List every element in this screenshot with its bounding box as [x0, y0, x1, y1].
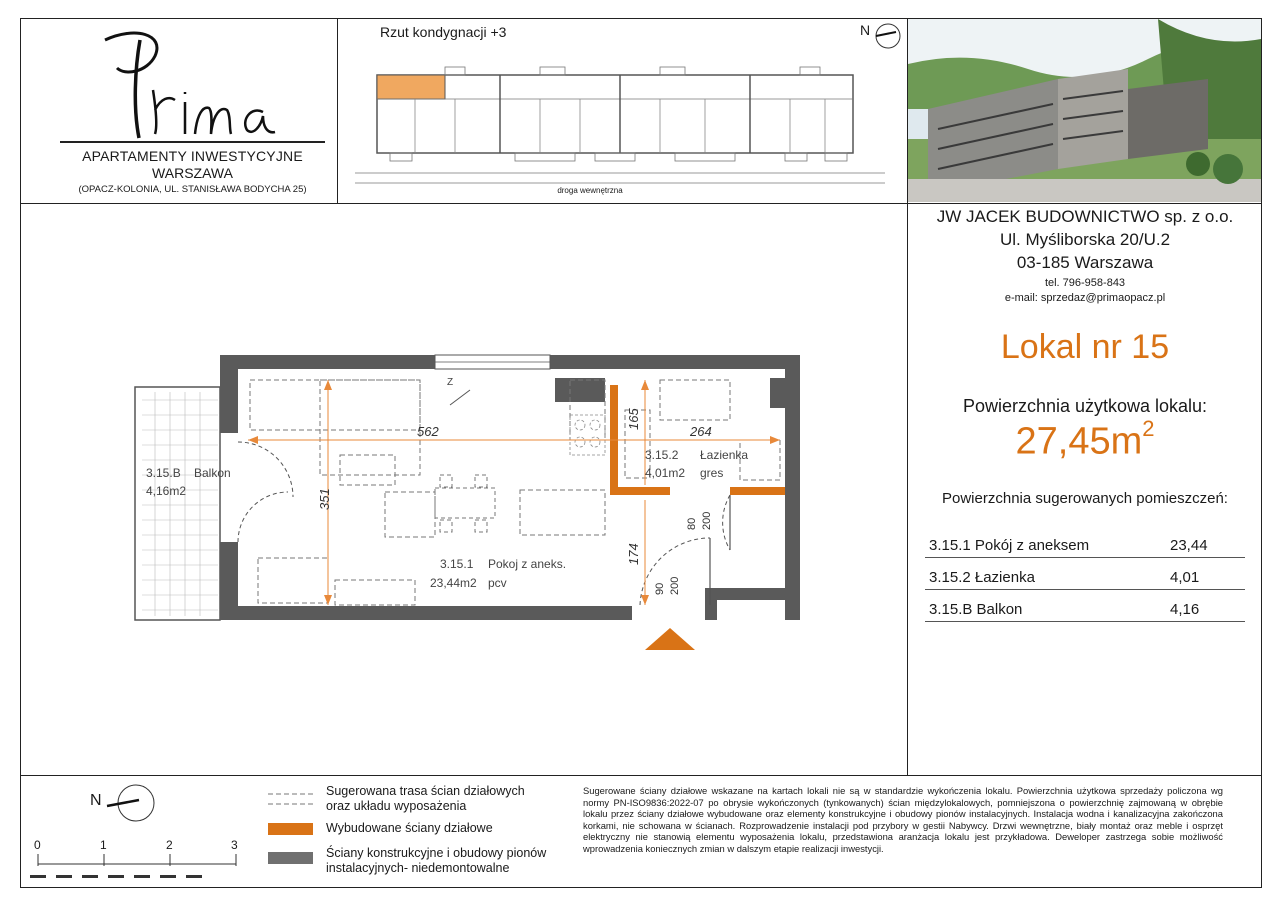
key-plan-drawing	[355, 55, 885, 190]
room-name: 3.15.B Balkon	[929, 601, 1023, 618]
room2-floor: gres	[700, 466, 724, 480]
header-divider	[20, 203, 1262, 204]
room-area: 4,16	[1170, 601, 1200, 618]
legend-orange-swatch	[268, 823, 313, 835]
room2-code: 3.15.2	[645, 448, 679, 462]
company-email: e-mail: sprzedaz@primaopacz.pl	[1004, 292, 1166, 304]
room2-area: 4,01m2	[645, 466, 686, 480]
north-arrow-icon	[872, 22, 902, 50]
room-row	[925, 566, 1245, 590]
disclaimer-note: Sugerowane ściany działowe wskazane na kartach lokali nie są w standardzie wykończenia lokalu. Powierzchnia użytkowa sprzedaży policzona wg normy PN-ISO9836:2022-07 po obrysie wykończonych (tynkowanych) ścian międzylokalowych, pomniejszona o powierzchnię zajmowaną w obrębie lokalu przez ściany działowe wybudowane oraz elementy konstrukcyjne i obudowy pionów instalacyjnych. Instalacja wodna i kanalizacyjna zakończona korkami, nie schowana w ścianach. Rozprowadzenie instalacji pod przybory w gestii Nabywcy. Drzwi wewnętrzne, biały montaż oraz meble i osprzęt elektryczny nie stanowią elementu wyposażenia lokalu, przedstawiona aranżacja lokalu jest przykładowa. Deweloper zastrzega sobie możliwość wprowadzenia koniecznych zmian w dalszym etapie realizacji inwestycji.	[583, 785, 1223, 854]
door-entry-width: 90	[654, 582, 666, 595]
road-label: droga wewnętrzna	[557, 186, 623, 195]
room-area: 4,01	[1170, 569, 1200, 586]
building-render-image	[908, 19, 1261, 202]
legend-item-suggested	[326, 784, 525, 814]
door-entry-height: 200	[669, 576, 681, 595]
brand-line-1: APARTAMENTY INWESTYCYJNE	[82, 148, 303, 164]
stair-mark: Z	[447, 377, 454, 388]
balcony-code: 3.15.B	[146, 466, 181, 480]
dim-width: 562	[417, 424, 439, 439]
rooms-title: Powierzchnia sugerowanych pomieszczeń:	[942, 490, 1228, 507]
legend-gray-swatch	[268, 852, 313, 864]
room-area: 23,44	[1170, 537, 1208, 554]
unit-title: Lokal nr 15	[1000, 328, 1170, 366]
footer-divider	[20, 775, 1262, 776]
scale-label: 3	[231, 838, 238, 852]
balcony-name: Balkon	[194, 466, 231, 480]
company-city: 03-185 Warszawa	[1016, 253, 1154, 272]
scale-label: 0	[34, 838, 41, 852]
room-row	[925, 534, 1245, 558]
scale-label: 2	[166, 838, 173, 852]
usable-area-label: Powierzchnia użytkowa lokalu:	[962, 396, 1208, 416]
room-name: 3.15.1 Pokój z aneksem	[929, 537, 1090, 554]
room1-floor: pcv	[488, 576, 507, 590]
company-street: Ul. Myśliborska 20/U.2	[999, 230, 1171, 249]
door-bath-height: 200	[701, 511, 713, 530]
brand-address: (OPACZ-KOLONIA, UL. STANISŁAWA BODYCHA 25)	[78, 184, 307, 195]
company-phone: tel. 796-958-843	[1044, 277, 1126, 289]
legend-dashed-swatch	[268, 790, 313, 808]
room1-area: 23,44m2	[430, 576, 477, 590]
legend-text: Ściany konstrukcyjne i obudowy pionów	[326, 846, 547, 860]
legend-north-arrow-icon	[103, 782, 158, 824]
usable-area-value: $27,45m^2$	[1015, 416, 1155, 463]
dim-174: 174	[626, 543, 641, 565]
dim-165: 165	[626, 408, 641, 430]
room-name: 3.15.2 Łazienka	[929, 569, 1035, 586]
legend-text: Sugerowana trasa ścian działowych	[326, 784, 525, 798]
room-row	[925, 598, 1245, 622]
legend-item-built	[326, 821, 493, 836]
dim-bath-width: 264	[690, 424, 712, 439]
legend-item-structural	[326, 846, 546, 876]
floor-title: Rzut kondygnacji +3	[380, 24, 507, 40]
floor-plan-drawing	[130, 350, 820, 650]
scale-label: 1	[100, 838, 107, 852]
company-name: JW JACEK BUDOWNICTWO sp. z o.o.	[936, 207, 1234, 226]
room1-code: 3.15.1	[440, 557, 474, 571]
brand-line-2: WARSZAWA	[152, 165, 233, 181]
north-label-top: N	[860, 22, 871, 38]
balcony-area: 4,16m2	[146, 484, 187, 498]
room2-name: Łazienka	[700, 448, 749, 462]
legend-north-label: N	[90, 792, 102, 809]
room1-name: Pokoj z aneks.	[488, 557, 567, 571]
legend-text: instalacyjnych- niedemontowalne	[326, 861, 510, 875]
legend-text: oraz układu wyposażenia	[326, 799, 467, 813]
dim-depth: 351	[317, 488, 332, 510]
legend-text: Wybudowane ściany działowe	[326, 821, 493, 835]
logo-rule	[60, 141, 325, 143]
door-bath-width: 80	[686, 517, 698, 530]
logo-divider	[337, 18, 338, 203]
prima-logo	[95, 28, 285, 143]
scale-bar	[30, 852, 245, 882]
